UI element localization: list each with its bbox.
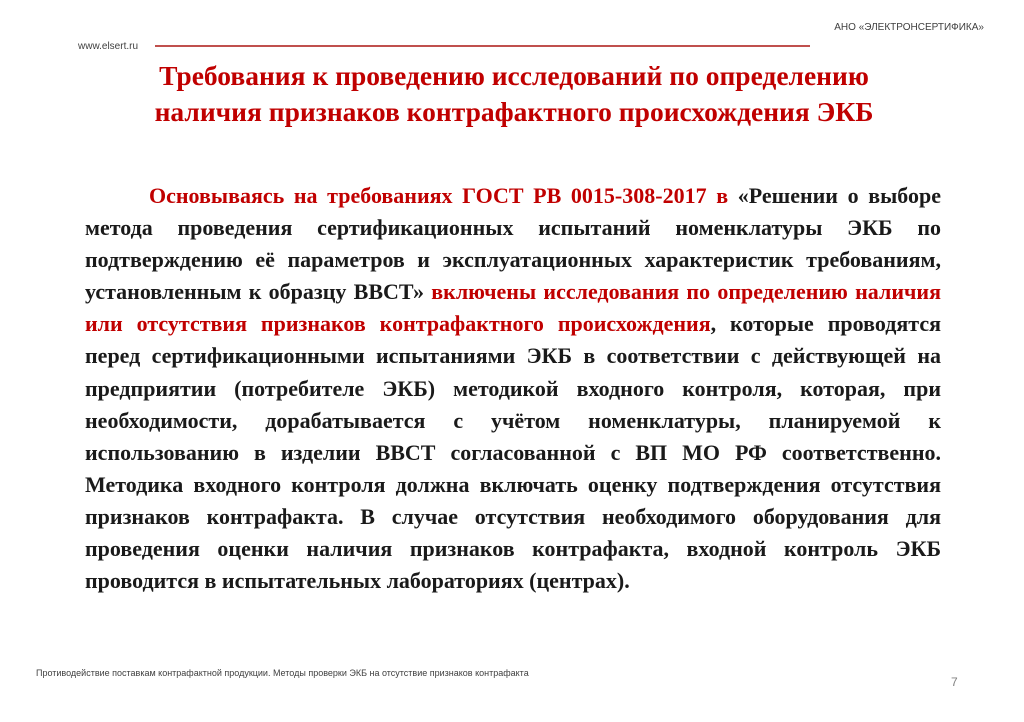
- page-number: 7: [951, 675, 958, 689]
- body-paragraph: [85, 180, 941, 597]
- slide-title-line-2: наличия признаков контрафактного происхождения ЭКБ: [154, 96, 874, 127]
- body-main-text: , которые проводятся перед сертификационными испытаниями ЭКБ в соответствии с действующей на предприятии (потребителе ЭКБ) методикой входного контроля, которая, при необходимости, дорабатывается с учётом номенклатуры, планируемой к использованию в изделии ВВСТ согласованной с ВП МО РФ соответственно. Методика входного контроля должна включать оценку подтверждения отсутствия признаков контрафакта. В случае отсутствия необходимого оборудования для проведения оценки наличия признаков контрафакта, входной контроль ЭКБ проводится в испытательных лабораториях (центрах).: [85, 311, 941, 594]
- header-rule: [155, 45, 810, 47]
- organization-name: АНО «ЭЛЕКТРОНСЕРТИФИКА»: [834, 22, 984, 33]
- slide-title-line-1: Требования к проведению исследований по определению: [159, 60, 869, 91]
- website-url[interactable]: www.elsert.ru: [78, 41, 139, 52]
- footer-caption: Противодействие поставкам контрафактной продукции. Методы проверки ЭКБ на отсутствие признаков контрафакта: [36, 668, 529, 678]
- body-document-reference: «Решении о выборе метода проведения сертификационных испытаний номенклатуры ЭКБ по подтверждению её параметров и эксплуатационных характеристик требованиям, установленным к образцу ВВСТ»: [85, 183, 941, 305]
- body-basis-text: Основываясь на требованиях ГОСТ РВ 0015-308-2017 в: [149, 183, 729, 208]
- slide-title: [60, 58, 968, 130]
- body-highlight-text: включены исследования по определению наличия или отсутствия признаков контрафактного происхождения: [85, 279, 941, 337]
